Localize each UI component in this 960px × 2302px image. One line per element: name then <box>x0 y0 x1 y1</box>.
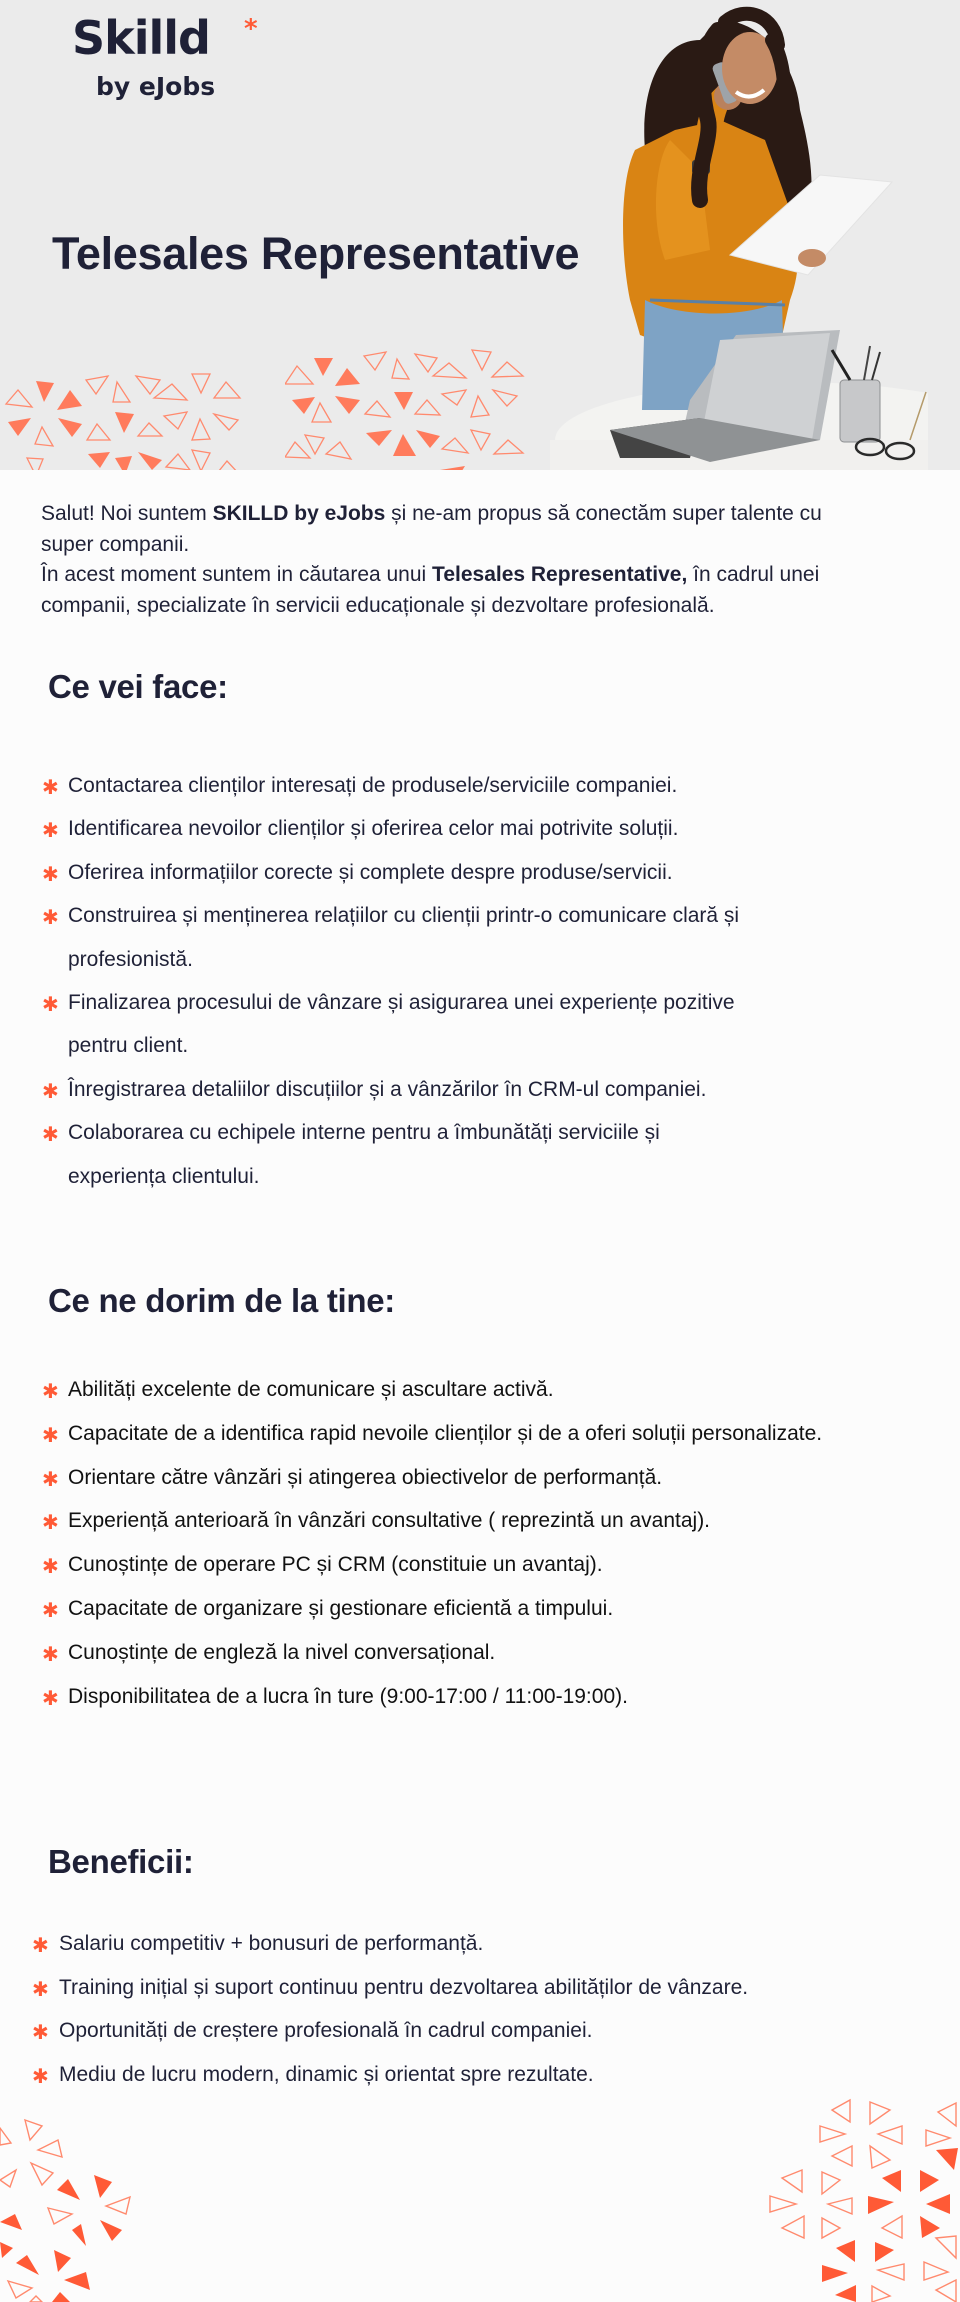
logo-wordmark: Skilld <box>72 11 210 65</box>
list-item-text: Capacitate de a identifica rapid nevoile clienților și de a oferi soluții personalizate. <box>68 1421 823 1445</box>
triangle-pattern-bottom-right <box>760 2090 960 2302</box>
list-item-text: experiența clientului. <box>68 1164 260 1188</box>
list-item <box>42 1587 942 1631</box>
skilld-logo <box>72 10 272 101</box>
section-title-benefits: Beneficii: <box>48 1843 194 1880</box>
asterisk-bullet-icon: ✱ <box>42 775 59 799</box>
requirements-list <box>42 1368 942 1718</box>
list-item-text: Mediu de lucru modern, dinamic și orientat spre rezultate. <box>59 2062 594 2086</box>
list-item-text: Experiență anterioară în vânzări consultative ( reprezintă un avantaj). <box>68 1509 711 1533</box>
list-item <box>42 894 842 981</box>
list-item-text: profesionistă. <box>68 947 193 971</box>
intro-line-3: În acest moment suntem in căutarea unui Telesales Representative, în cadrul unei <box>41 563 820 586</box>
list-item <box>42 1368 942 1412</box>
list-item-text: Training inițial și suport continuu pentru dezvoltarea abilităților de vânzare. <box>59 1975 749 1999</box>
list-item <box>32 1966 932 2010</box>
list-item-text: Salariu competitiv + bonusuri de performanță. <box>59 1932 484 1955</box>
intro-paragraph <box>41 499 921 621</box>
list-item <box>42 1111 842 1198</box>
triangle-pattern-center <box>285 342 555 470</box>
company-name: SKILLD by eJobs <box>212 502 386 525</box>
job-title: Telesales Representative <box>52 228 580 279</box>
list-item-text: Oportunități de creștere profesională în cadrul companiei. <box>59 2019 593 2042</box>
asterisk-bullet-icon: ✱ <box>42 818 59 843</box>
asterisk-bullet-icon: ✱ <box>42 1422 59 1447</box>
logo-asterisk-icon: * <box>244 14 258 44</box>
list-item <box>42 1499 942 1543</box>
asterisk-bullet-icon: ✱ <box>42 1510 59 1535</box>
asterisk-bullet-icon: ✱ <box>42 1641 59 1666</box>
asterisk-bullet-icon: ✱ <box>42 861 59 886</box>
asterisk-bullet-icon: ✱ <box>32 2063 49 2088</box>
list-item-text: Cunoștințe de engleză la nivel conversațional. <box>68 1640 496 1664</box>
list-item-text: Construirea și menținerea relațiilor cu clienții printr-o comunicare clară și <box>68 904 740 928</box>
role-name: Telesales Representative, <box>432 563 688 586</box>
list-item <box>42 851 842 894</box>
list-item <box>42 1631 942 1675</box>
asterisk-bullet-icon: ✱ <box>32 2020 49 2044</box>
list-item-text: Disponibilitatea de a lucra în ture (9:00-17:00 / 11:00-19:00). <box>68 1684 628 1708</box>
list-item <box>42 764 842 807</box>
list-item <box>42 1543 942 1587</box>
logo-subtitle: by eJobs <box>96 72 216 101</box>
list-item-text: Contactarea clienților interesați de produsele/serviciile companiei. <box>68 774 678 797</box>
list-item-text: Înregistrarea detaliilor discuțiilor și a vânzărilor în CRM-ul companiei. <box>68 1077 707 1101</box>
section-title-requirements: Ce ne dorim de la tine: <box>48 1282 395 1319</box>
list-item <box>42 1068 842 1111</box>
asterisk-bullet-icon: ✱ <box>32 1976 49 2001</box>
intro-line-2: super companii. <box>41 532 190 556</box>
list-item-text: Capacitate de organizare și gestionare eficientă a timpului. <box>68 1596 614 1620</box>
header-banner <box>0 0 960 470</box>
asterisk-bullet-icon: ✱ <box>42 1379 59 1403</box>
list-item <box>42 807 842 850</box>
asterisk-bullet-icon: ✱ <box>42 1685 59 1710</box>
intro-line-1: Salut! Noi suntem SKILLD by eJobs și ne-am propus să conectăm super talente cu <box>41 502 822 525</box>
asterisk-bullet-icon: ✱ <box>42 992 59 1017</box>
asterisk-bullet-icon: ✱ <box>42 1078 59 1103</box>
asterisk-bullet-icon: ✱ <box>42 1122 59 1147</box>
asterisk-bullet-icon: ✱ <box>42 1554 59 1579</box>
list-item <box>42 981 842 1068</box>
list-item-text: Oferirea informațiilor corecte și complete despre produse/servicii. <box>68 860 673 884</box>
section-title-responsibilities: Ce vei face: <box>48 668 228 705</box>
list-item <box>42 1675 942 1719</box>
list-item-text: Finalizarea procesului de vânzare și asigurarea unei experiențe pozitive <box>68 991 735 1015</box>
triangle-pattern-bottom-left <box>0 2100 200 2302</box>
list-item-text: Orientare către vânzări și atingerea obiectivelor de performanță. <box>68 1465 663 1489</box>
list-item-text: Colaborarea cu echipele interne pentru a îmbunătăți serviciile și <box>68 1121 660 1145</box>
asterisk-bullet-icon: ✱ <box>42 1466 59 1491</box>
list-item <box>32 1922 932 1966</box>
intro-line-4: companii, specializate în servicii educaționale și dezvoltare profesională. <box>41 593 715 617</box>
asterisk-bullet-icon: ✱ <box>42 1597 59 1622</box>
list-item-text: Cunoștințe de operare PC și CRM (constituie un avantaj). <box>68 1553 603 1577</box>
list-item-text: Identificarea nevoilor clienților și oferirea celor mai potrivite soluții. <box>68 817 679 841</box>
benefits-list <box>32 1922 932 2096</box>
list-item <box>42 1412 942 1456</box>
responsibilities-list <box>42 764 842 1198</box>
list-item-text: Abilități excelente de comunicare și ascultare activă. <box>68 1378 554 1401</box>
asterisk-bullet-icon: ✱ <box>32 1933 49 1957</box>
list-item <box>42 1456 942 1500</box>
list-item-text: pentru client. <box>68 1034 189 1058</box>
asterisk-bullet-icon: ✱ <box>42 905 59 930</box>
list-item <box>32 2009 932 2053</box>
hero-woman-phone-photo <box>550 0 960 470</box>
triangle-pattern-left <box>0 350 260 470</box>
